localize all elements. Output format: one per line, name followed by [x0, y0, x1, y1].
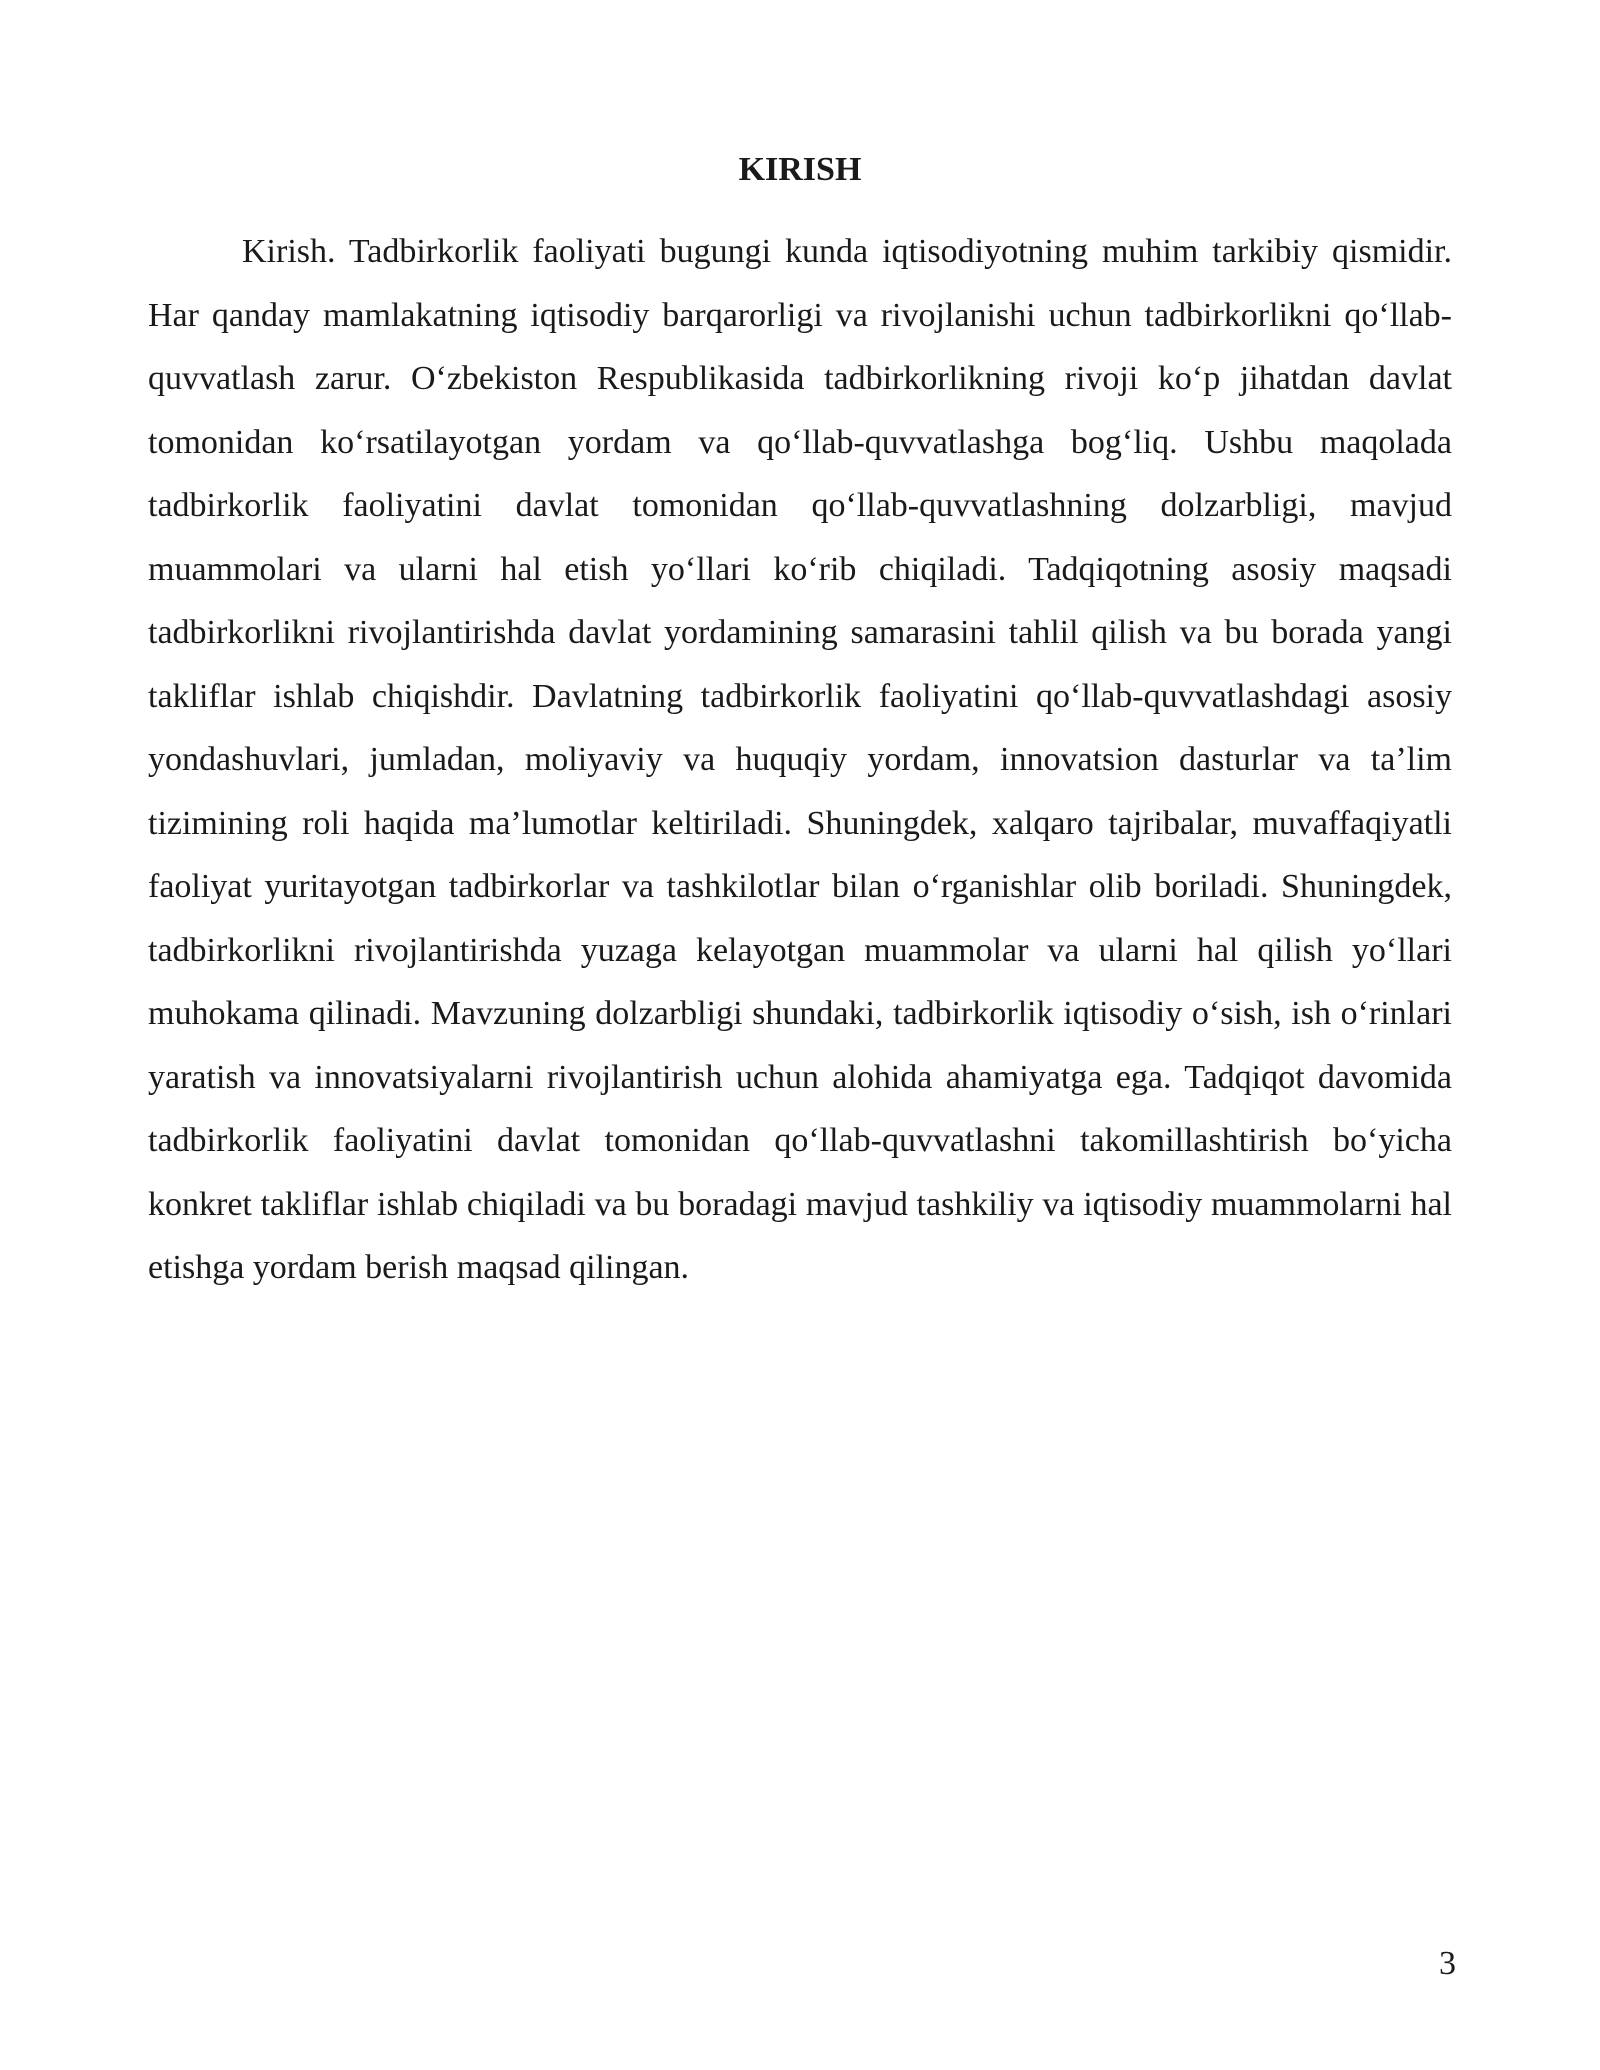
page-number: 3 [1439, 1945, 1456, 1982]
introduction-paragraph: Kirish. Tadbirkorlik faoliyati bugungi kunda iqtisodiyotning muhim tarkibiy qismidir. Har qanday mamlakatning iqtisodiy barqarorligi va rivojlanishi uchun tadbirkorlikni qo‘llab-quvvatlash zarur. O‘zbekiston Respublikasida tadbirkorlikning rivoji ko‘p jihatdan davlat tomonidan ko‘rsatilayotgan yordam va qo‘llab-quvvatlashga bog‘liq. Ushbu maqolada tadbirkorlik faoliyatini davlat tomonidan qo‘llab-quvvatlashning dolzarbligi, mavjud muammolari va ularni hal etish yo‘llari ko‘rib chiqiladi. Tadqiqotning asosiy maqsadi tadbirkorlikni rivojlantirishda davlat yordamining samarasini tahlil qilish va bu borada yangi takliflar ishlab chiqishdir. Davlatning tadbirkorlik faoliyatini qo‘llab-quvvatlashdagi asosiy yondashuvlari, jumladan, moliyaviy va huquqiy yordam, innovatsion dasturlar va ta’lim tizimining roli haqida ma’lumotlar keltiriladi. Shuningdek, xalqaro tajribalar, muvaffaqiyatli faoliyat yuritayotgan tadbirkorlar va tashkilotlar bilan o‘rganishlar olib boriladi. Shuningdek, tadbirkorlikni rivojlantirishda yuzaga kelayotgan muammolar va ularni hal qilish yo‘llari muhokama qilinadi. Mavzuning dolzarbligi shundaki, tadbirkorlik iqtisodiy o‘sish, ish o‘rinlari yaratish va innovatsiyalarni rivojlantirish uchun alohida ahamiyatga ega. Tadqiqot davomida tadbirkorlik faoliyatini davlat tomonidan qo‘llab-quvvatlashni takomillashtirish bo‘yicha konkret takliflar ishlab chiqiladi va bu boradagi mavjud tashkiliy va iqtisodiy muammolarni hal etishga yordam berish maqsad qilingan. [148, 233, 1452, 1286]
page-title: KIRISH [738, 151, 862, 188]
